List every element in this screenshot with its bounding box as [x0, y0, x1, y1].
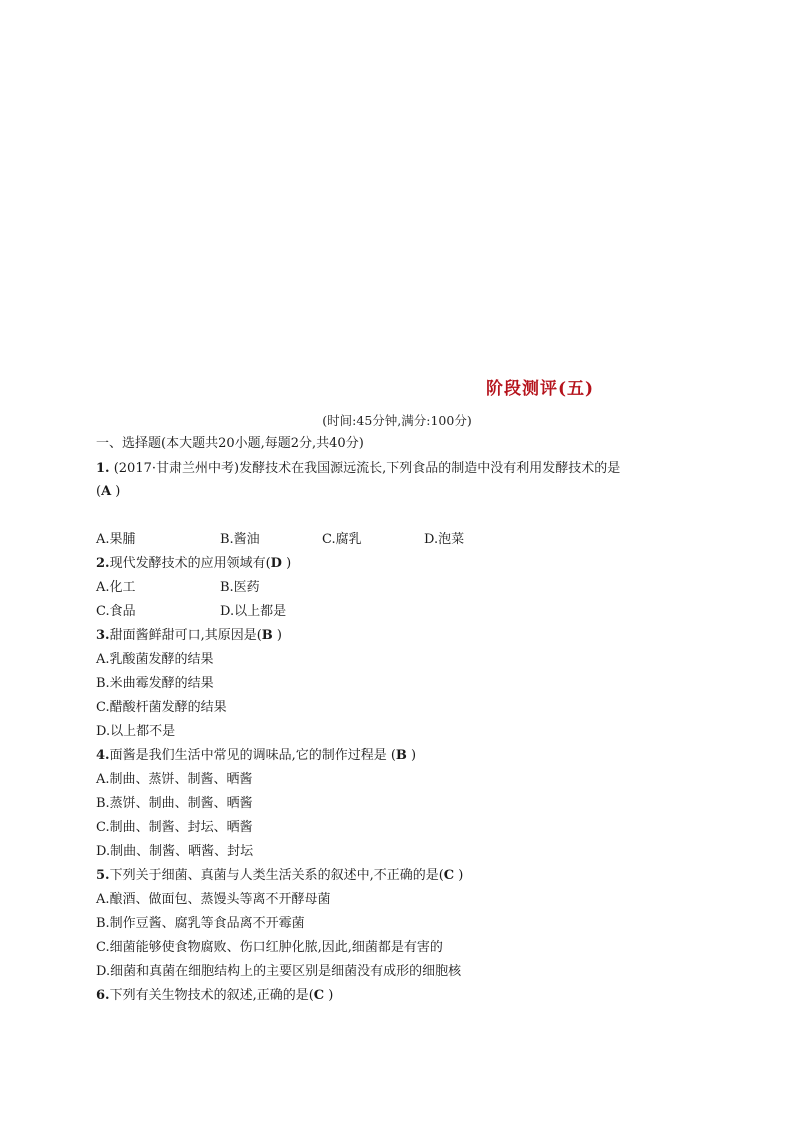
answer-letter: B	[395, 748, 407, 763]
answer-close-paren: )	[111, 484, 121, 499]
question-1-stem	[96, 460, 620, 478]
question-text: 甜面酱鲜甜可口,其原因是(	[109, 628, 262, 643]
question-text: 面酱是我们生活中常见的调味品,它的制作过程是 (	[109, 748, 396, 763]
question-number: 4.	[96, 748, 110, 763]
option-d: D.以上都不是	[96, 724, 176, 739]
option-b: B.酱油	[220, 532, 260, 547]
question-5-stem	[96, 867, 463, 885]
answer-letter: C	[443, 868, 455, 883]
question-number: 2.	[96, 556, 110, 571]
answer-letter: D	[270, 556, 282, 571]
question-number: 6.	[96, 988, 110, 1003]
option-c: C.腐乳	[322, 532, 362, 547]
option-b: B.米曲霉发酵的结果	[96, 676, 214, 691]
question-number: 3.	[96, 628, 110, 643]
answer-open-paren: (	[96, 484, 102, 499]
question-text: 现代发酵技术的应用领域有(	[109, 556, 271, 571]
question-6-stem	[96, 987, 333, 1005]
question-2-options-row2	[96, 603, 496, 621]
section-heading: 一、选择题(本大题共20小题,每题2分,共40分)	[96, 436, 364, 451]
question-1-options	[96, 531, 696, 549]
option-d: D.以上都是	[220, 604, 287, 619]
option-a: A.果脯	[96, 532, 136, 547]
option-a: A.化工	[96, 580, 136, 595]
question-text: (2017·甘肃兰州中考)发酵技术在我国源远流长,下列食品的制造中没有利用发酵技术的是	[109, 461, 621, 476]
option-d: D.制曲、制酱、晒酱、封坛	[96, 844, 254, 859]
option-a: A.乳酸菌发酵的结果	[96, 652, 214, 667]
answer-letter: C	[313, 988, 325, 1003]
option-d: D.细菌和真菌在细胞结构上的主要区别是细菌没有成形的细胞核	[96, 964, 462, 979]
question-number: 5.	[96, 868, 110, 883]
answer-close-paren: )	[454, 868, 464, 883]
option-a: A.制曲、蒸饼、制酱、晒酱	[96, 772, 253, 787]
question-number: 1.	[96, 461, 110, 476]
page-title: 阶段测评(五)	[485, 379, 595, 399]
option-c: C.制曲、制酱、封坛、晒酱	[96, 820, 253, 835]
option-c: C.食品	[96, 604, 136, 619]
option-a: A.酿酒、做面包、蒸馒头等离不开酵母菌	[96, 892, 331, 907]
option-d: D.泡菜	[424, 532, 465, 547]
question-4-stem	[96, 747, 416, 765]
question-2-stem	[96, 555, 291, 573]
answer-close-paren: )	[324, 988, 334, 1003]
option-b: B.蒸饼、制曲、制酱、晒酱	[96, 796, 253, 811]
option-c: C.细菌能够使食物腐败、伤口红肿化脓,因此,细菌都是有害的	[96, 940, 443, 955]
answer-close-paren: )	[406, 748, 417, 763]
question-text: 下列关于细菌、真菌与人类生活关系的叙述中,不正确的是(	[109, 868, 444, 883]
answer-letter: B	[261, 628, 273, 643]
answer-close-paren: )	[272, 628, 283, 643]
exam-info: (时间:45分钟,满分:100分)	[322, 413, 472, 428]
answer-close-paren: )	[281, 556, 292, 571]
question-3-stem	[96, 627, 282, 645]
option-b: B.医药	[220, 580, 260, 595]
question-2-options-row1	[96, 579, 496, 597]
option-c: C.醋酸杆菌发酵的结果	[96, 700, 227, 715]
answer-letter: A	[101, 484, 112, 499]
question-text: 下列有关生物技术的叙述,正确的是(	[109, 988, 314, 1003]
question-1-answer-line	[96, 483, 120, 501]
option-b: B.制作豆酱、腐乳等食品离不开霉菌	[96, 916, 305, 931]
